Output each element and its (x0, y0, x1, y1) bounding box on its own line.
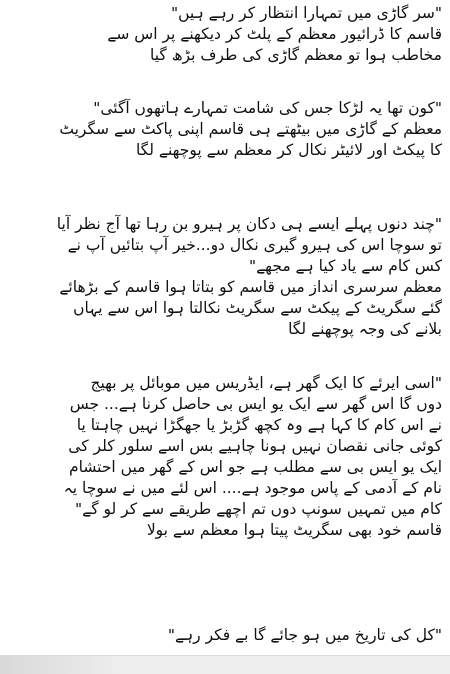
text-line: معظم سرسری انداز میں قاسم کو بتاتا ہوا قاسم کے بڑھائے (59, 278, 442, 296)
paragraph (8, 373, 442, 541)
paragraph (8, 3, 442, 66)
text-line: کا پیکٹ اور لائیٹر نکال کر معظم سے پوچھنے لگا (135, 141, 442, 159)
text-line: قاسم کا ڈرائیور معظم کے پلٹ کر دیکھنے پر اس سے (107, 25, 442, 43)
text-line: "اسی ایرئے کا ایک گھر ہے، ایڈریس میں موبائل پر بھیج (90, 374, 442, 392)
text-line: "کل کی تاریخ میں ہو جائے گا بے فکر رہے" (167, 626, 442, 644)
paragraph (8, 98, 442, 161)
text-line: معظم کے گاڑی میں بیٹھتے ہی قاسم اپنی پاکٹ سے سگریٹ (59, 120, 442, 138)
text-line: مخاطب ہوا تو معظم گاڑی کی طرف بڑھ گیا (150, 46, 442, 64)
bottom-bar-shade (0, 656, 120, 674)
text-line: کام میں تمہیں سونپ دوں تم اچھے طریقے سے کر لو گے" (75, 500, 442, 518)
paragraph (8, 214, 442, 340)
text-line: "چند دنوں پہلے ایسے ہی دکان پر ہیرو بن رہا تھا آج نظر آیا (56, 215, 442, 233)
text-line: نام کے آدمی کے پاس موجود ہے.... اس لئے میں نے سوچا یہ (63, 479, 442, 497)
text-line: کس کام سے یاد کیا ہے مجھے" (248, 257, 442, 275)
bottom-bar (0, 655, 450, 674)
text-line: کوئی جانی نقصان نہیں ہونا چاہیے بس اسے سلور کلر کی (68, 437, 442, 455)
paragraph (8, 625, 442, 646)
text-line: بلانے کی وجہ پوچھنے لگا (288, 320, 442, 338)
text-line: تو سوچا اس کی ہیرو گیری نکال دو...خیر آپ بتائیں آپ نے (67, 236, 442, 254)
text-line: نے اس کام کا کہا ہے وہ کچھ گڑبڑ یا جھگڑا نہیں چاہتا یا (76, 416, 442, 434)
text-line: دوں گا اس گھر سے ایک یو ایس بی حاصل کرنا ہے... جس (69, 395, 442, 413)
text-line: قاسم خود بھی سگریٹ پیتا ہوا معظم سے بولا (146, 521, 442, 539)
text-line: "سر گاڑی میں تمہارا انتظار کر رہے ہیں" (170, 4, 442, 22)
text-line: "کون تھا یہ لڑکا جس کی شامت تمہارے ہاتھوں آگئی" (93, 99, 442, 117)
text-line: ایک یو ایس بی سے مطلب ہے جو اس کے گھر میں احتشام (69, 458, 442, 476)
text-line: گئے سگریٹ کے پیکٹ سے سگریٹ نکالتا ہوا اس سے یہاں (73, 299, 442, 317)
